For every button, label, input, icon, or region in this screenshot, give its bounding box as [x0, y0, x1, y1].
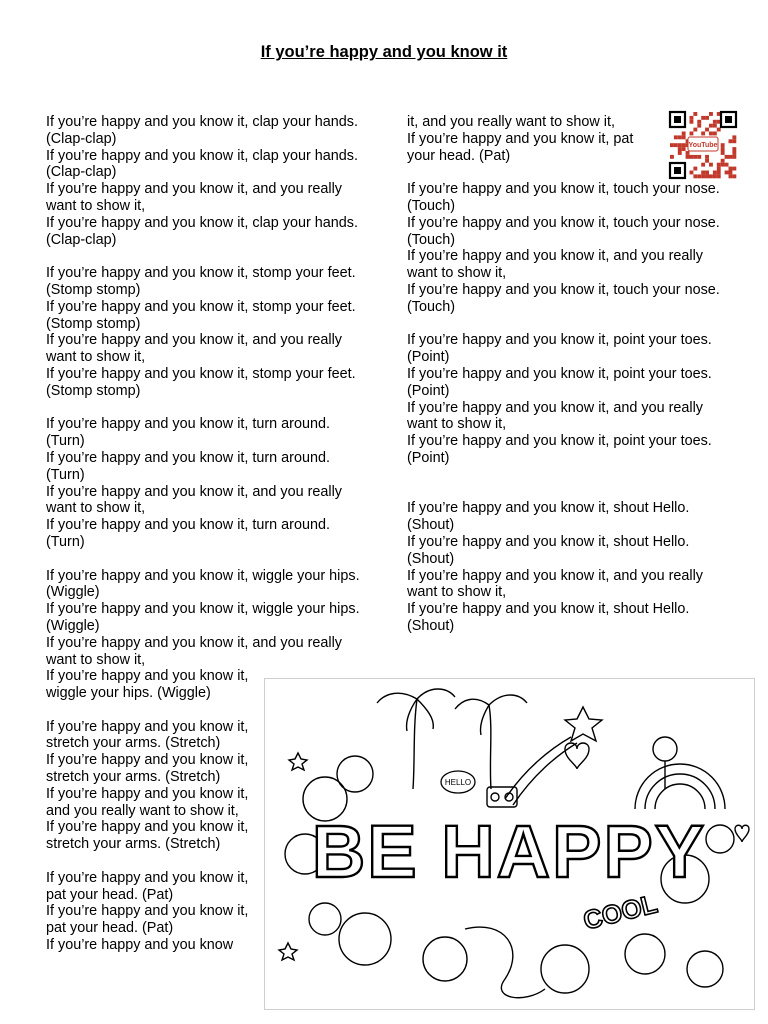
be-happy-doodle-illustration	[264, 678, 755, 1010]
lyric-line: If you’re happy and you know it, touch your nose. (Touch)	[407, 181, 720, 214]
lyric-line: If you’re happy and you know it, point your toes. (Point)	[407, 365, 712, 399]
stanza-stretch	[46, 719, 258, 853]
stanza-pat	[46, 870, 258, 954]
lyric-line: If you’re happy and you know it, shout Hello. (Shout)	[407, 601, 690, 634]
stanza-turn	[46, 416, 366, 550]
lyric-line: If you’re happy and you know it, clap your hands. (Clap-clap)	[46, 147, 358, 181]
stanza-touch	[407, 181, 727, 315]
stanza-shout	[407, 500, 727, 634]
hello-sticker-text: HELLO	[444, 778, 472, 787]
lyric-line: If you’re happy and you know it, and you really want to show it,	[46, 785, 249, 819]
cool-sticker-text: COOL	[580, 888, 661, 936]
lyric-line: If you’re happy and you know it, shout Hello. (Shout)	[407, 500, 690, 534]
lyrics-right-column	[407, 114, 727, 652]
lyric-line: If you’re happy and you know it, and you really want to show it,	[407, 248, 703, 282]
lyric-line: If you’re happy and you know it, wiggle your hips. (Wiggle)	[46, 567, 360, 601]
lyric-line: If you’re happy and you know it, turn around. (Turn)	[46, 416, 330, 450]
lyric-line: If you’re happy and you know it, shout Hello. (Shout)	[407, 533, 690, 567]
lyric-line: If you’re happy and you know it, stretch your arms. (Stretch)	[46, 752, 249, 786]
lyric-line: If you’re happy and you know it, stomp your feet. (Stomp stomp)	[46, 265, 356, 298]
qr-code-icon[interactable]	[668, 110, 738, 180]
lyric-line: If you’re happy and you know it, stretch your arms. (Stretch)	[46, 819, 249, 853]
lyric-line: If you’re happy and you know it, wiggle your hips. (Wiggle)	[46, 668, 249, 702]
lyric-line: If you’re happy and you know it, pat your head. (Pat)	[46, 869, 249, 903]
page-title: If you’re happy and you know it	[260, 43, 508, 61]
lyric-line: If you’re happy and you know it, and you really want to show it,	[46, 634, 342, 668]
lyric-line: If you’re happy and you know it, wiggle your hips. (Wiggle)	[46, 601, 360, 634]
lyric-line: If you’re happy and you know it, point your toes. (Point)	[407, 433, 712, 466]
lyric-line: If you’re happy and you know it, stretch your arms. (Stretch)	[46, 718, 249, 752]
lyric-line: If you’re happy and you know it, pat your head. (Pat)	[407, 130, 634, 164]
lyric-line: If you’re happy and you know it, and you really want to show it,	[46, 483, 342, 517]
lyric-line: If you’re happy and you know it, touch your nose. (Touch)	[407, 281, 720, 315]
stanza-pat-continued	[407, 114, 647, 164]
stanza-clap	[46, 114, 366, 248]
lyric-line: If you’re happy and you know it, turn around. (Turn)	[46, 449, 330, 483]
lyric-line: If you’re happy and you know it, and you really want to show it,	[407, 399, 703, 433]
lyric-line: If you’re happy and you know it, stomp your feet. (Stomp stomp)	[46, 365, 356, 399]
lyric-line: If you’re happy and you know it, and you really want to show it,	[46, 332, 342, 366]
be-happy-lettering: BE HAPPY	[311, 810, 707, 893]
lyric-line: it, and you really want to show it,	[407, 114, 615, 130]
youtube-badge: YouTube	[688, 142, 718, 149]
lyric-line: If you’re happy and you know it, clap your hands. (Clap-clap)	[46, 114, 358, 147]
lyric-line: If you’re happy and you know it, point your toes. (Point)	[407, 332, 712, 366]
lyric-line: If you’re happy and you know it, pat your head. (Pat)	[46, 903, 249, 937]
lyric-line: If you’re happy and you know	[46, 937, 234, 954]
lyric-line: If you’re happy and you know it, stomp your feet. (Stomp stomp)	[46, 298, 356, 332]
lyric-line: If you’re happy and you know it, touch your nose. (Touch)	[407, 214, 720, 248]
lyric-line: If you’re happy and you know it, and you really want to show it,	[407, 567, 703, 601]
lyric-line: If you’re happy and you know it, clap your hands. (Clap-clap)	[46, 214, 358, 248]
lyric-line: If you’re happy and you know it, and you really want to show it,	[46, 181, 342, 214]
stanza-point	[407, 332, 727, 466]
stanza-stomp	[46, 265, 366, 399]
lyric-line: If you’re happy and you know it, turn around. (Turn)	[46, 517, 330, 550]
